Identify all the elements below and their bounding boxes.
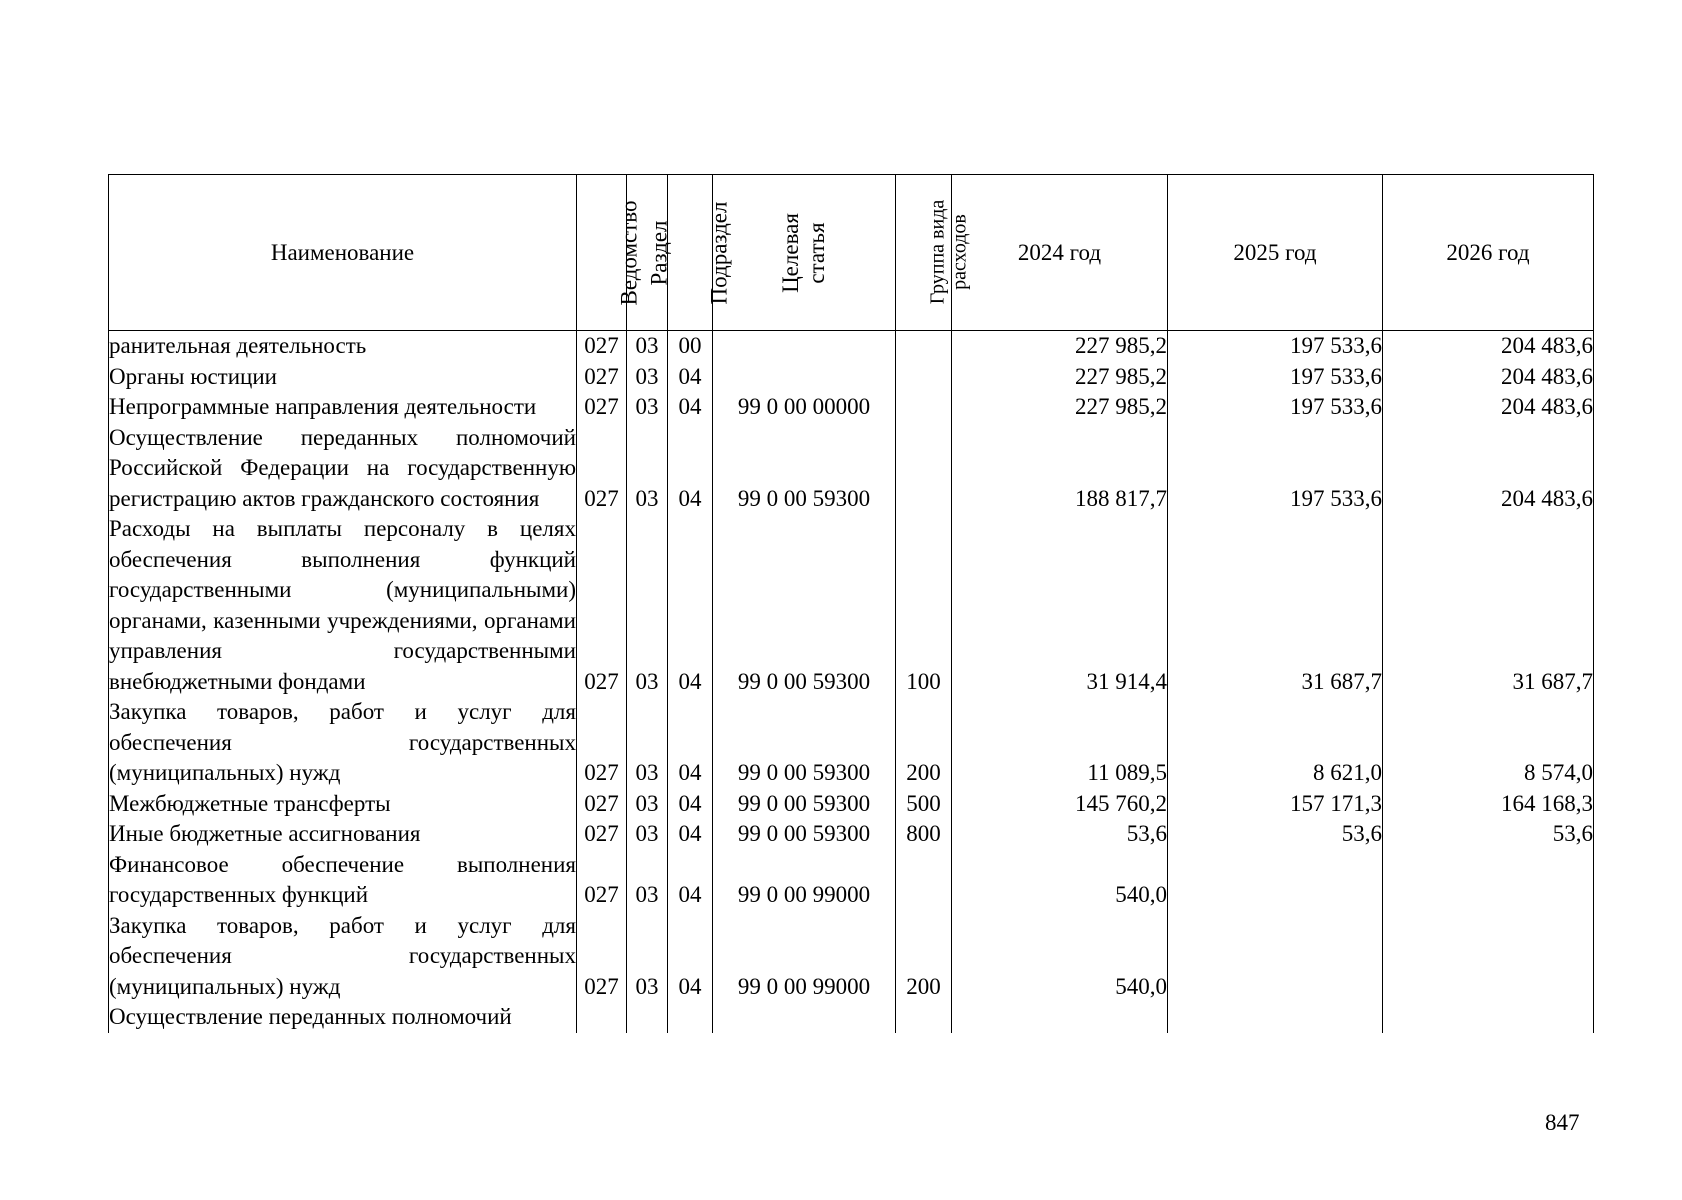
header-row: [109, 175, 1594, 331]
budget-table: [108, 174, 1594, 1033]
table-row: Осуществление переданных полномочий: [109, 1002, 1594, 1033]
table-row: Расходы на выплаты персоналу в целях обеспечения выполнения функций государственными (муниципальными) органами, казенными учреждениями, органами управления государственными внебюджетными фондами 027 03 04 99 0 00 59300 100 31 914,4 31 687,7 31 687,7: [109, 514, 1594, 697]
table-row: Непрограммные направления деятельности 027 03 04 99 0 00 00000 227 985,2 197 533,6 204 483,6: [109, 392, 1594, 423]
header-2024: 2024 год: [952, 175, 1168, 331]
table-row: Органы юстиции 027 03 04 227 985,2 197 533,6 204 483,6: [109, 362, 1594, 393]
page-number: 847: [1545, 1110, 1580, 1135]
table-row: Межбюджетные трансферты 027 03 04 99 0 00 59300 500 145 760,2 157 171,3 164 168,3: [109, 789, 1594, 820]
header-2026: 2026 год: [1383, 175, 1594, 331]
header-subsection: Подраздел: [668, 175, 713, 331]
header-dept: Ведомство: [577, 175, 627, 331]
table-row: Иные бюджетные ассигнования 027 03 04 99 0 00 59300 800 53,6 53,6 53,6: [109, 819, 1594, 850]
table-row: Закупка товаров, работ и услуг для обеспечения государственных (муниципальных) нужд 027 03 04 99 0 00 59300 200 11 089,5 8 621,0 8 574,0: [109, 697, 1594, 789]
table-row: Финансовое обеспечение выполнения государственных функций 027 03 04 99 0 00 99000 540,0: [109, 850, 1594, 911]
header-target: Целевая статья: [713, 175, 896, 331]
table-row: ранительная деятельность 027 03 00 227 985,2 197 533,6 204 483,6: [109, 331, 1594, 362]
header-name: Наименование: [109, 175, 577, 331]
header-2025: 2025 год: [1168, 175, 1383, 331]
table-row: Осуществление переданных полномочий Российской Федерации на государственную регистрацию актов гражданского состояния 027 03 04 99 0 00 59300 188 817,7 197 533,6 204 483,6: [109, 423, 1594, 515]
header-group: Группа вида расходов: [896, 175, 952, 331]
table-row: Закупка товаров, работ и услуг для обеспечения государственных (муниципальных) нужд 027 03 04 99 0 00 99000 200 540,0: [109, 911, 1594, 1003]
header-section: Раздел: [627, 175, 668, 331]
